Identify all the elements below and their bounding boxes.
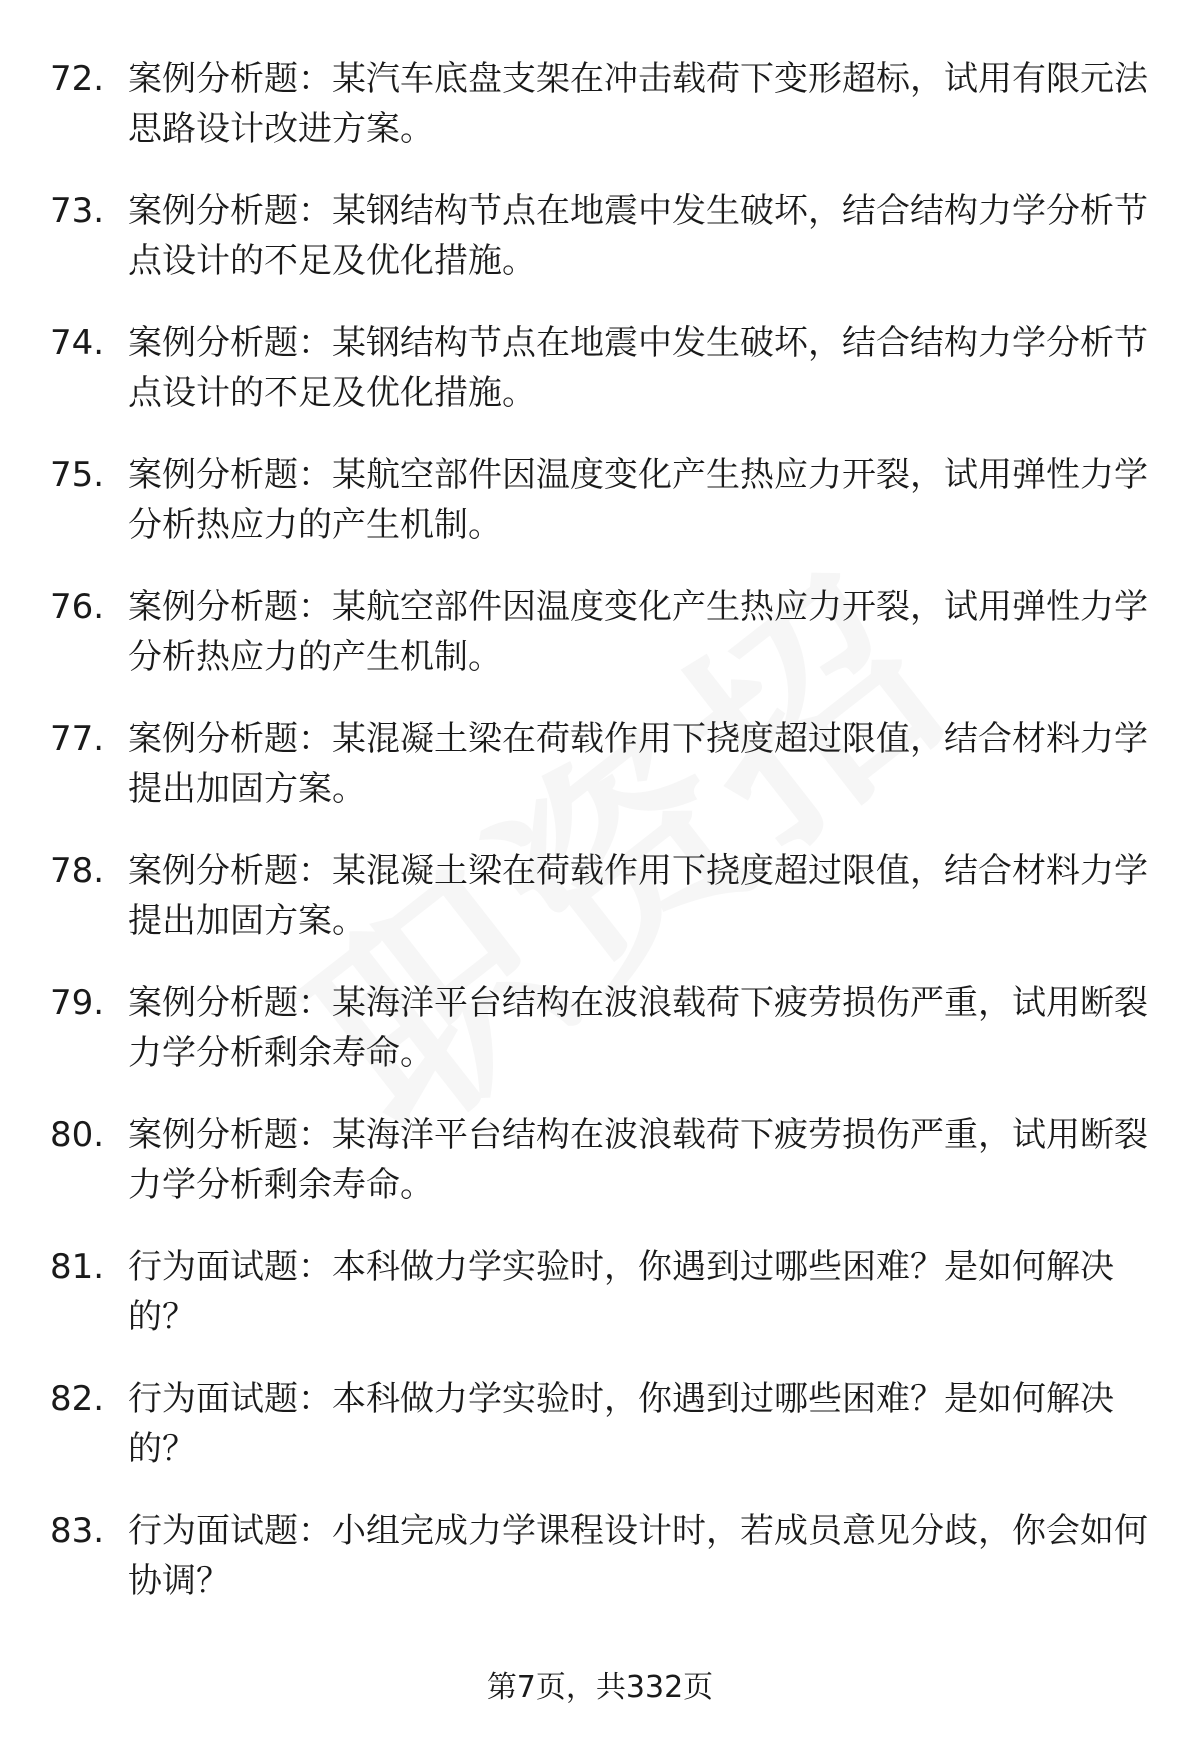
question-text: 行为面试题：本科做力学实验时，你遇到过哪些困难？是如何解决的？ <box>128 1247 1114 1337</box>
question-text: 行为面试题：小组完成力学课程设计时，若成员意见分歧，你会如何协调？ <box>128 1511 1148 1601</box>
question-number: 82. <box>50 1379 105 1419</box>
question-item <box>0 1242 1200 1374</box>
question-item <box>0 846 1200 978</box>
question-list <box>0 54 1200 1638</box>
question-number: 74. <box>50 323 105 363</box>
question-item <box>0 318 1200 450</box>
question-text: 案例分析题：某海洋平台结构在波浪载荷下疲劳损伤严重，试用断裂力学分析剩余寿命。 <box>128 1115 1148 1205</box>
question-item <box>0 714 1200 846</box>
question-text: 案例分析题：某汽车底盘支架在冲击载荷下变形超标，试用有限元法思路设计改进方案。 <box>128 59 1148 149</box>
question-item <box>0 1506 1200 1638</box>
question-text: 案例分析题：某混凝土梁在荷载作用下挠度超过限值，结合材料力学提出加固方案。 <box>128 719 1148 809</box>
question-number: 79. <box>50 983 105 1023</box>
question-text: 案例分析题：某航空部件因温度变化产生热应力开裂，试用弹性力学分析热应力的产生机制。 <box>128 455 1148 545</box>
question-text: 案例分析题：某钢结构节点在地震中发生破坏，结合结构力学分析节点设计的不足及优化措施。 <box>128 191 1148 281</box>
question-text: 案例分析题：某钢结构节点在地震中发生破坏，结合结构力学分析节点设计的不足及优化措施。 <box>128 323 1148 413</box>
question-number: 80. <box>50 1115 105 1155</box>
question-number: 83. <box>50 1511 105 1551</box>
question-number: 73. <box>50 191 105 231</box>
question-item <box>0 1110 1200 1242</box>
question-item <box>0 450 1200 582</box>
question-text: 案例分析题：某海洋平台结构在波浪载荷下疲劳损伤严重，试用断裂力学分析剩余寿命。 <box>128 983 1148 1073</box>
question-number: 81. <box>50 1247 105 1287</box>
question-item <box>0 582 1200 714</box>
question-item <box>0 1374 1200 1506</box>
question-number: 72. <box>50 59 105 99</box>
question-number: 75. <box>50 455 105 495</box>
question-item <box>0 978 1200 1110</box>
question-number: 78. <box>50 851 105 891</box>
question-number: 76. <box>50 587 105 627</box>
question-text: 行为面试题：本科做力学实验时，你遇到过哪些困难？是如何解决的？ <box>128 1379 1114 1469</box>
question-text: 案例分析题：某航空部件因温度变化产生热应力开裂，试用弹性力学分析热应力的产生机制。 <box>128 587 1148 677</box>
question-item <box>0 186 1200 318</box>
question-item <box>0 54 1200 186</box>
question-number: 77. <box>50 719 105 759</box>
page-footer: 第7页，共332页 <box>486 1670 714 1705</box>
question-text: 案例分析题：某混凝土梁在荷载作用下挠度超过限值，结合材料力学提出加固方案。 <box>128 851 1148 941</box>
